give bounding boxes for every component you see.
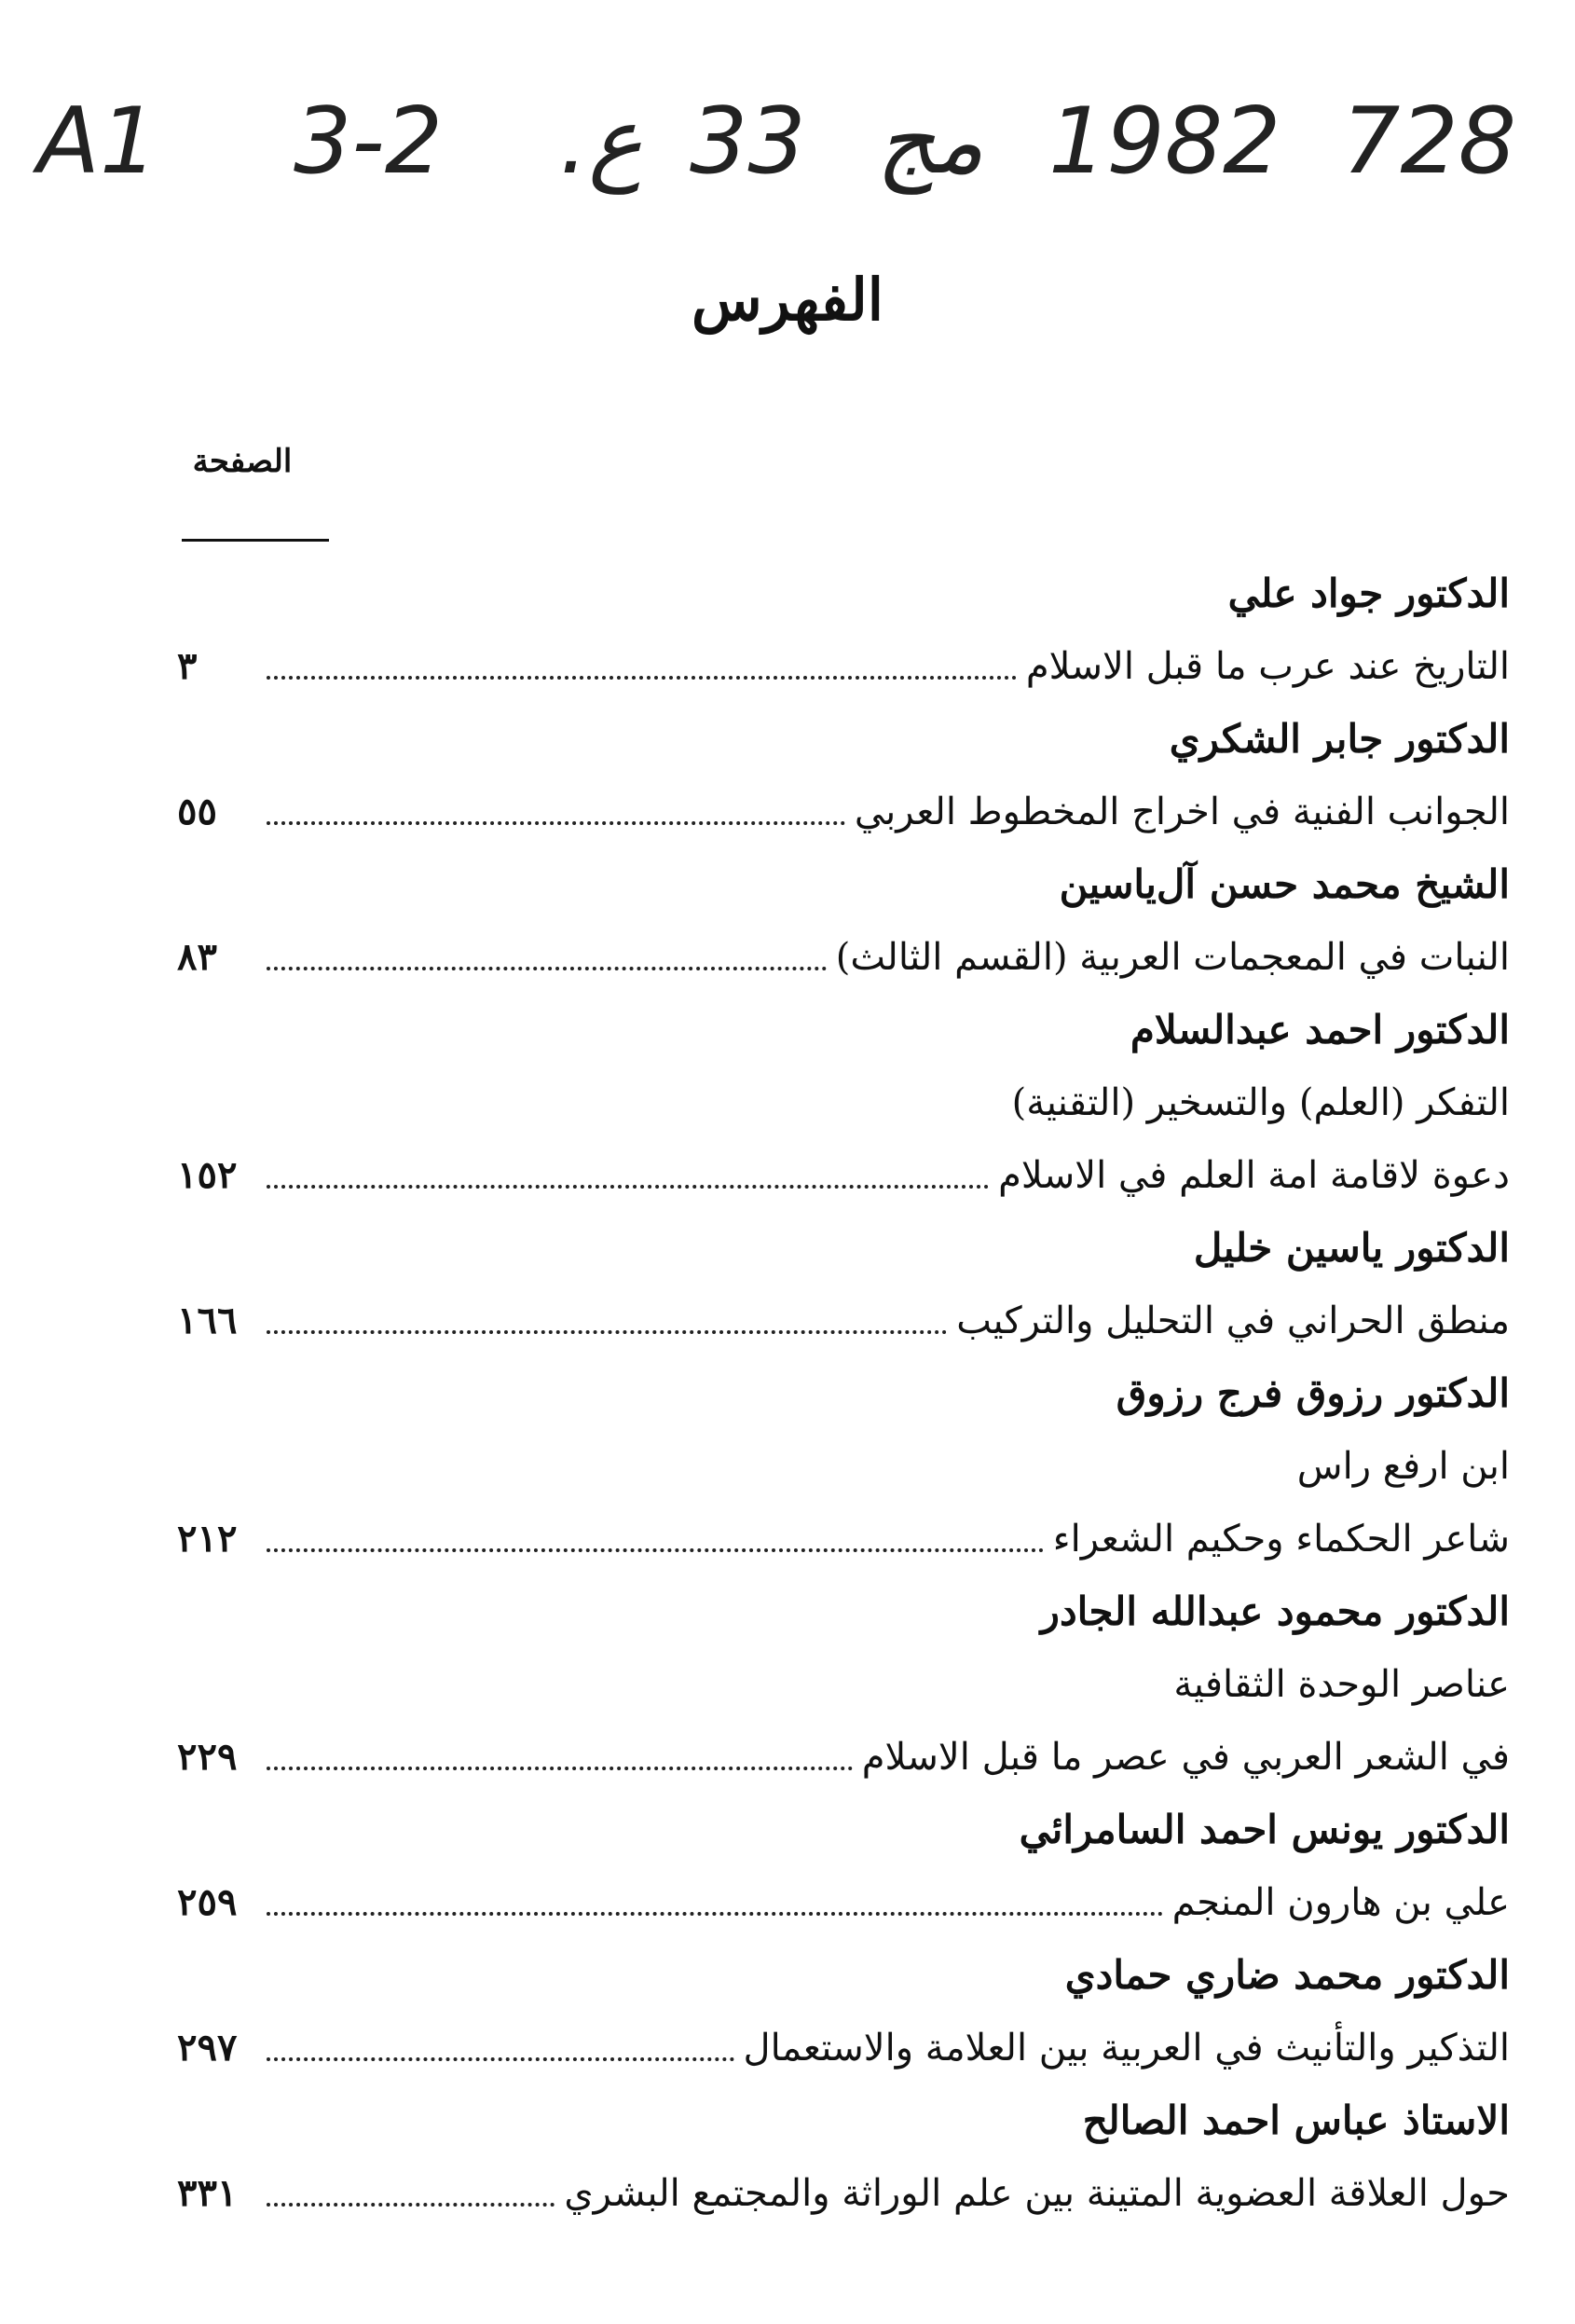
page-title: الفهرس bbox=[692, 266, 883, 334]
author-heading: الدكتور ياسين خليل bbox=[1193, 1225, 1510, 1271]
toc-entry bbox=[177, 2157, 1510, 2230]
toc-entry bbox=[177, 1866, 1510, 1939]
author-heading: الدكتور جواد علي bbox=[1227, 571, 1510, 616]
entry-title: النبات في المعجمات العربية (القسم الثالث) bbox=[835, 936, 1510, 979]
dot-leader bbox=[267, 967, 827, 970]
entry-title: شاعر الحكماء وحكيم الشعراء bbox=[1052, 1518, 1510, 1561]
note-part: A1 bbox=[37, 89, 158, 195]
toc-entry bbox=[177, 630, 1510, 703]
author-heading: الدكتور احمد عبدالسلام bbox=[1130, 1007, 1510, 1052]
note-part: مج bbox=[876, 89, 984, 195]
toc-entry bbox=[177, 1648, 1510, 1721]
entry-title: التفكر (العلم) والتسخير (التقنية) bbox=[1011, 1081, 1510, 1124]
toc-entry bbox=[177, 776, 1510, 848]
page-number: ٢٩٧ bbox=[177, 2026, 238, 2070]
entry-title: دعوة لاقامة امة العلم في الاسلام bbox=[998, 1154, 1510, 1197]
page-column-header: الصفحة bbox=[192, 443, 293, 480]
toc-entry bbox=[177, 1139, 1510, 1212]
toc-entry bbox=[177, 1503, 1510, 1575]
dot-leader bbox=[267, 1548, 1044, 1552]
author-heading: الدكتور يونس احمد السامرائي bbox=[1019, 1807, 1510, 1852]
entry-title: التذكير والتأنيث في العربية بين العلامة والاستعمال bbox=[743, 2027, 1510, 2070]
dot-leader bbox=[267, 2057, 734, 2061]
author-heading: الدكتور رزوق فرج رزوق bbox=[1116, 1370, 1510, 1416]
entry-title: حول العلاقة العضوية المتينة بين علم الوراثة والمجتمع البشري bbox=[564, 2172, 1510, 2215]
page-number: ٥٥ bbox=[177, 790, 217, 833]
dot-leader bbox=[267, 1330, 947, 1334]
toc-entry bbox=[177, 2012, 1510, 2084]
table-of-contents bbox=[177, 557, 1510, 2230]
entry-title: التاريخ عند عرب ما قبل الاسلام bbox=[1025, 645, 1510, 688]
note-part: 3-2 bbox=[294, 89, 444, 195]
author-heading: الدكتور محمود عبدالله الجادر bbox=[1040, 1588, 1510, 1634]
entry-title: عناصر الوحدة الثقافية bbox=[1173, 1663, 1510, 1706]
entry-title: ابن ارفع راس bbox=[1296, 1445, 1510, 1488]
dot-leader bbox=[267, 1767, 853, 1770]
dot-leader bbox=[267, 1912, 1163, 1916]
dot-leader bbox=[267, 2203, 555, 2207]
note-part: .ع bbox=[559, 89, 643, 195]
dot-leader bbox=[267, 1185, 989, 1189]
entry-title: الجوانب الفنية في اخراج المخطوط العربي bbox=[854, 791, 1510, 833]
entry-title: علي بن هارون المنجم bbox=[1171, 1881, 1510, 1924]
author-heading: الدكتور جابر الشكري bbox=[1169, 716, 1510, 762]
page-number: ٣ bbox=[177, 644, 198, 688]
toc-entry bbox=[177, 1430, 1510, 1503]
page-number: ٢٥٩ bbox=[177, 1880, 238, 1924]
header-underline bbox=[182, 539, 329, 542]
entry-title: في الشعر العربي في عصر ما قبل الاسلام bbox=[861, 1736, 1510, 1779]
entry-title: منطق الحراني في التحليل والتركيب bbox=[956, 1300, 1510, 1342]
note-part: 33 bbox=[690, 89, 806, 195]
toc-entry bbox=[177, 1285, 1510, 1357]
dot-leader bbox=[267, 821, 845, 825]
page-number: ١٦٦ bbox=[177, 1299, 238, 1342]
page-number: ١٥٢ bbox=[177, 1153, 238, 1197]
note-part: 728 bbox=[1342, 89, 1517, 195]
toc-entry bbox=[177, 1721, 1510, 1794]
page-number: ٢١٢ bbox=[177, 1517, 238, 1561]
author-heading: الدكتور محمد ضاري حمادي bbox=[1064, 1952, 1510, 1998]
toc-entry bbox=[177, 921, 1510, 994]
page-number: ٨٣ bbox=[177, 935, 217, 979]
dot-leader bbox=[267, 676, 1017, 680]
author-heading: الاستاذ عباس احمد الصالح bbox=[1082, 2097, 1510, 2143]
note-part: 1982 bbox=[1048, 89, 1281, 195]
author-heading: الشيخ محمد حسن آل‌ياسين bbox=[1059, 861, 1510, 907]
page-number: ٢٢٩ bbox=[177, 1735, 238, 1779]
page-number: ٣٣١ bbox=[177, 2171, 238, 2215]
toc-entry bbox=[177, 1066, 1510, 1139]
handwritten-catalog-note bbox=[37, 89, 1517, 228]
